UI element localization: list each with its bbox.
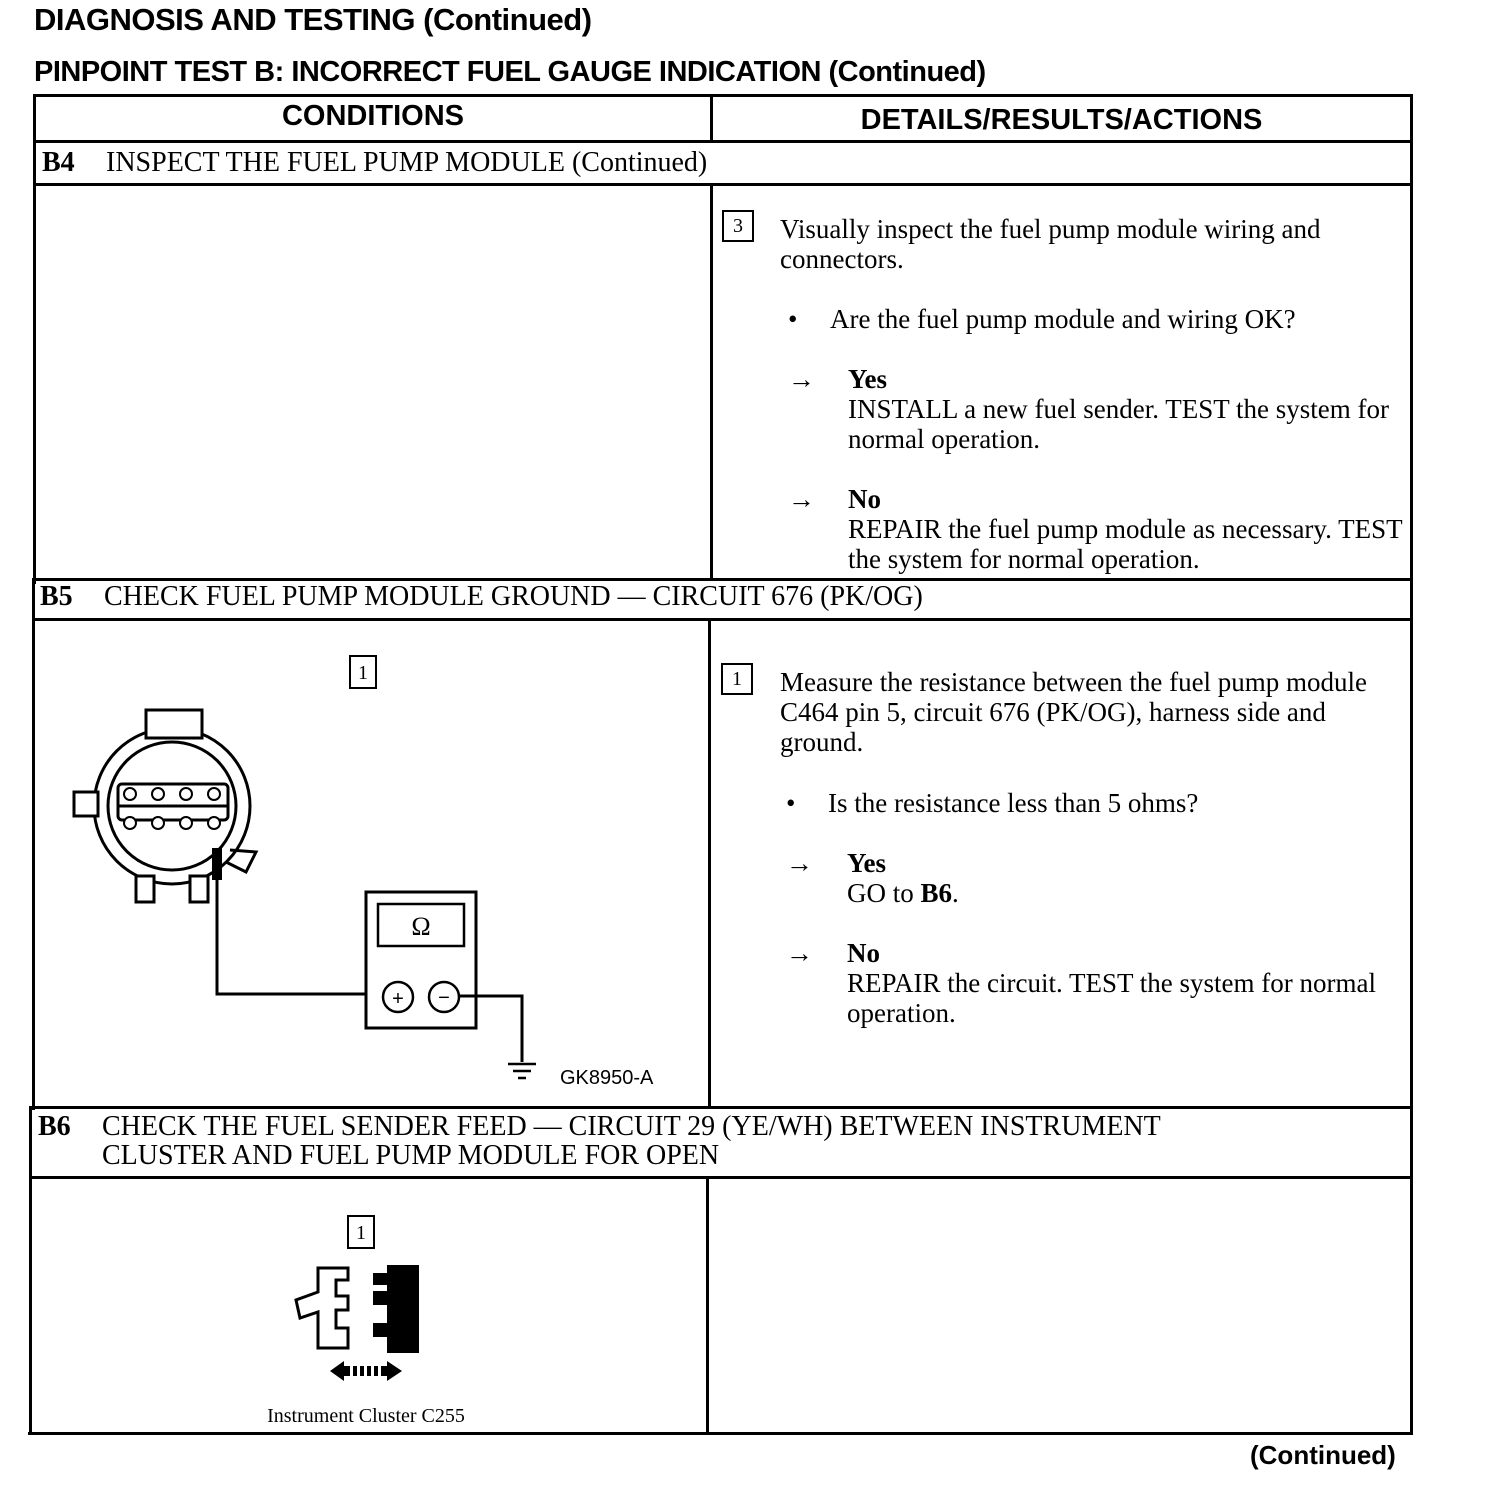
- no-action: REPAIR the circuit. TEST the system for normal operation.: [847, 968, 1376, 1028]
- substep-number-box: 3: [722, 210, 754, 242]
- arrow-right-icon: →: [788, 484, 815, 514]
- section-title: DIAGNOSIS AND TESTING (Continued): [34, 2, 592, 37]
- step-b5-title-row: [40, 582, 923, 611]
- connector-half-outline-icon: [296, 1268, 348, 1348]
- b6-top-divider: [30, 1106, 1412, 1109]
- step-id: B4: [42, 147, 75, 178]
- probe-icon: [212, 848, 222, 880]
- column-header-conditions: CONDITIONS: [281, 100, 465, 132]
- ohm-symbol: Ω: [411, 912, 431, 941]
- figure-step-number: 1: [356, 1222, 366, 1244]
- col-divider-b6: [706, 1176, 709, 1434]
- table-top-border: [33, 94, 1413, 97]
- table-header-divider: [33, 140, 1413, 143]
- connector-half-solid-icon: [374, 1266, 418, 1352]
- arrow-right-icon: →: [788, 364, 815, 394]
- column-header-details: DETAILS/RESULTS/ACTIONS: [860, 104, 1263, 136]
- figure-caption: Instrument Cluster C255: [267, 1405, 465, 1427]
- step-b4-question: Are the fuel pump module and wiring OK?: [830, 304, 1296, 334]
- step-b4-no-answer: [848, 484, 1403, 574]
- b6-title-divider: [30, 1176, 1412, 1179]
- step-id: B5: [40, 581, 73, 612]
- step-b5-instruction: Measure the resistance between the fuel pump module C464 pin 5, circuit 676 (PK/OG), harness side and ground.: [780, 667, 1368, 757]
- plus-terminal: +: [392, 988, 404, 1010]
- no-action: REPAIR the fuel pump module as necessary. TEST the system for normal operation.: [848, 514, 1403, 574]
- figure-step-number: 1: [358, 662, 368, 684]
- pinpoint-test-title: PINPOINT TEST B: INCORRECT FUEL GAUGE INDICATION (Continued): [34, 56, 986, 88]
- step-b5-yes-answer: [847, 848, 1397, 908]
- step-b5-no-answer: [847, 938, 1397, 1028]
- step-b5-question: Is the resistance less than 5 ohms?: [828, 788, 1199, 818]
- step-title: CHECK THE FUEL SENDER FEED — CIRCUIT 29 (YE/WH) BETWEEN INSTRUMENT CLUSTER AND FUEL PUMP MODULE FOR OPEN: [102, 1111, 1161, 1171]
- arrow-right-icon: →: [786, 848, 813, 878]
- goto-step-link: B6: [920, 878, 953, 908]
- step-b4-title-row: [42, 148, 707, 177]
- ground-measurement-diagram: [34, 622, 706, 1104]
- yes-label: Yes: [847, 848, 886, 878]
- yes-label: Yes: [848, 364, 887, 394]
- step-b6-title-row: [38, 1112, 1161, 1170]
- disconnect-arrow-icon: [330, 1361, 402, 1381]
- step-b4-yes-answer: [848, 364, 1398, 454]
- table-bottom-border: [28, 1432, 1410, 1435]
- col-divider-b4: [710, 183, 713, 580]
- step-title: CHECK FUEL PUMP MODULE GROUND — CIRCUIT 676 (PK/OG): [104, 581, 923, 612]
- yes-action: GO to B6.: [847, 878, 959, 908]
- test-lead-positive: [217, 880, 369, 994]
- bullet-icon: •: [786, 788, 796, 818]
- col-divider-b5: [708, 618, 711, 1108]
- connector-pins: [124, 788, 220, 829]
- step-b4-instruction: Visually inspect the fuel pump module wiring and connectors.: [780, 214, 1321, 274]
- connector-c464-icon: [74, 710, 256, 902]
- ground-symbol-icon: [508, 1064, 536, 1078]
- no-label: No: [848, 484, 881, 514]
- ohmmeter-icon: [366, 892, 476, 1028]
- step-title: INSPECT THE FUEL PUMP MODULE (Continued): [106, 147, 708, 178]
- figure-code: GK8950-A: [560, 1067, 654, 1089]
- yes-action: INSTALL a new fuel sender. TEST the system for normal operation.: [848, 394, 1389, 454]
- table-left-border-1: [33, 94, 36, 584]
- continued-footer: (Continued): [1250, 1440, 1396, 1470]
- b4-title-divider: [33, 183, 1413, 186]
- b5-title-divider: [32, 618, 1413, 621]
- disconnect-connector-diagram: [32, 1180, 706, 1430]
- no-label: No: [847, 938, 880, 968]
- substep-number-box: 1: [721, 663, 753, 695]
- bullet-icon: •: [788, 304, 798, 334]
- arrow-right-icon: →: [786, 938, 813, 968]
- minus-terminal: −: [438, 987, 450, 1009]
- table-right-border: [1410, 94, 1413, 1435]
- step-id: B6: [38, 1111, 71, 1142]
